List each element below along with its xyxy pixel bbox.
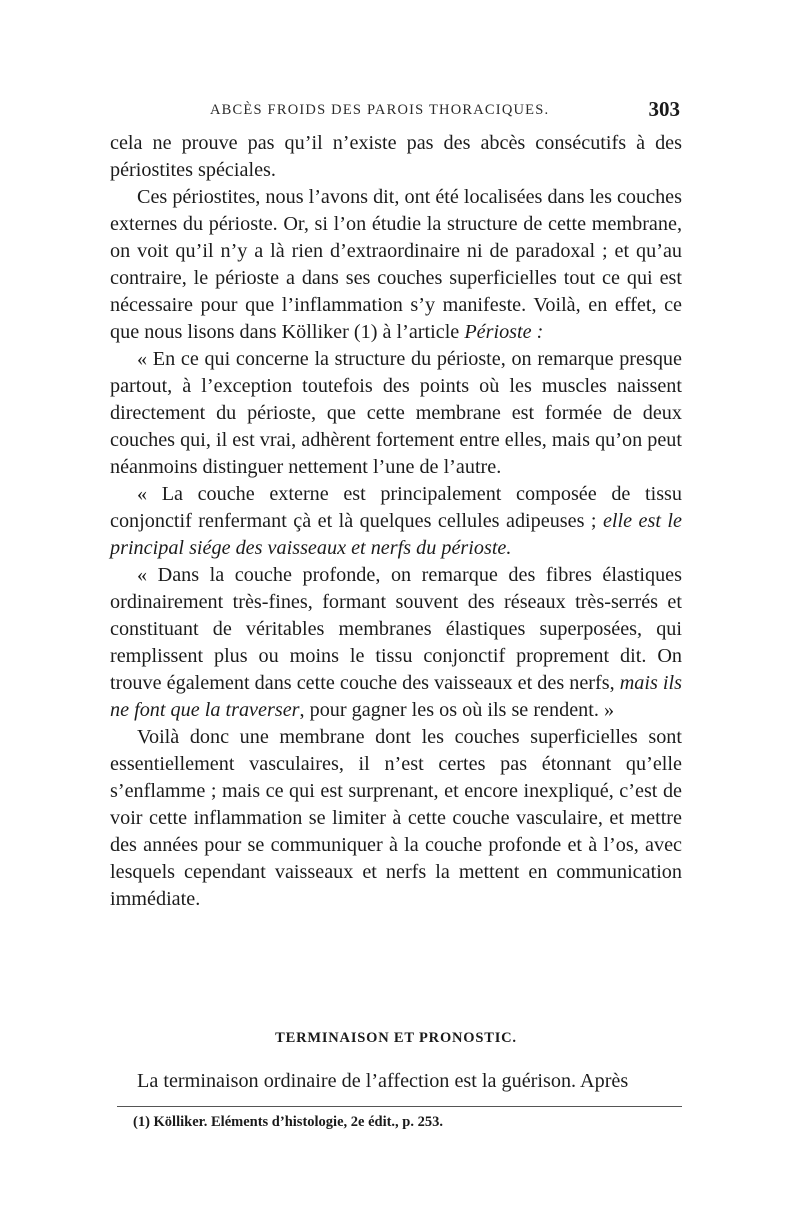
text-run: « En ce qui concerne la structure du périoste, on remarque presque partout, à l’exception toutefois des points où les muscles naissent directement du périoste, que cette membrane est formée de deux couches qui, il est vrai, adhèrent fortement entre elles, mais qu’on peut néanmoins distinguer nettement l’une de l’autre. (110, 348, 682, 478)
footnote-divider (117, 1106, 682, 1107)
quotation-paragraph (110, 481, 682, 562)
running-head (110, 97, 680, 124)
italic-text-run: mais ils ne font que la traverser (110, 672, 682, 721)
text-run: Voilà donc une membrane dont les couches superficielles sont essentiellement vasculaires, il n’est certes pas étonnant qu’elle s’enflamme ; mais ce qui est surprenant, et encore inexpliqué, c’est de voir cette inflammation se limiter à cette couche vasculaire, et mettre des années pour se communiquer à la couche profonde et à l’os, avec lesquels cependant vaisseaux et nerfs la mettent en communication immédiate. (110, 726, 682, 910)
text-run: « Dans la couche profonde, on remarque des fibres élastiques ordinairement très-fines, formant souvent des réseaux très-serrés et constituant de véritables membranes élastiques superposées, qui remplissent plus ou moins le tissu conjonctif proprement dit. On trouve également dans cette couche des vaisseaux et des nerfs, (110, 564, 682, 694)
text-run: Ces périostites, nous l’avons dit, ont été localisées dans les couches externes du périoste. Or, si l’on étudie la structure de cette membrane, on voit qu’il n’y a là rien d’extraordinaire ni de paradoxal ; et qu’au contraire, le périoste a dans ses couches superficielles tout ce qui est nécessaire pour que l’inflammation s’y manifeste. Voilà, en effet, ce que nous lisons dans Kölliker (1) à l’article (110, 186, 682, 343)
running-title: ABCÈS FROIDS DES PAROIS THORACIQUES. (210, 102, 550, 118)
italic-text-run: Périoste : (464, 321, 544, 343)
paragraph (110, 130, 682, 184)
paragraph (110, 724, 682, 913)
quotation-paragraph (110, 346, 682, 481)
italic-text-run: elle est le principal siége des vaisseaux et nerfs du périoste. (110, 510, 682, 559)
text-run: , pour gagner les os où ils se rendent. » (299, 699, 615, 721)
quotation-paragraph (110, 562, 682, 724)
text-run: « La couche externe est principalement composée de tissu conjonctif renfermant çà et là quelques cellules adipeuses ; (110, 483, 682, 532)
text-run: cela ne prouve pas qu’il n’existe pas des abcès consécutifs à des périostites spéciales. (110, 132, 682, 181)
page-number: 303 (648, 97, 680, 121)
footnote: (1) Kölliker. Eléments d’histologie, 2e édit., p. 253. (133, 1114, 443, 1130)
section-heading: TERMINAISON ET PRONOSTIC. (275, 1030, 517, 1046)
body-text (110, 130, 682, 913)
paragraph (110, 184, 682, 346)
section-first-line: La terminaison ordinaire de l’affection est la guérison. Après (137, 1070, 629, 1092)
